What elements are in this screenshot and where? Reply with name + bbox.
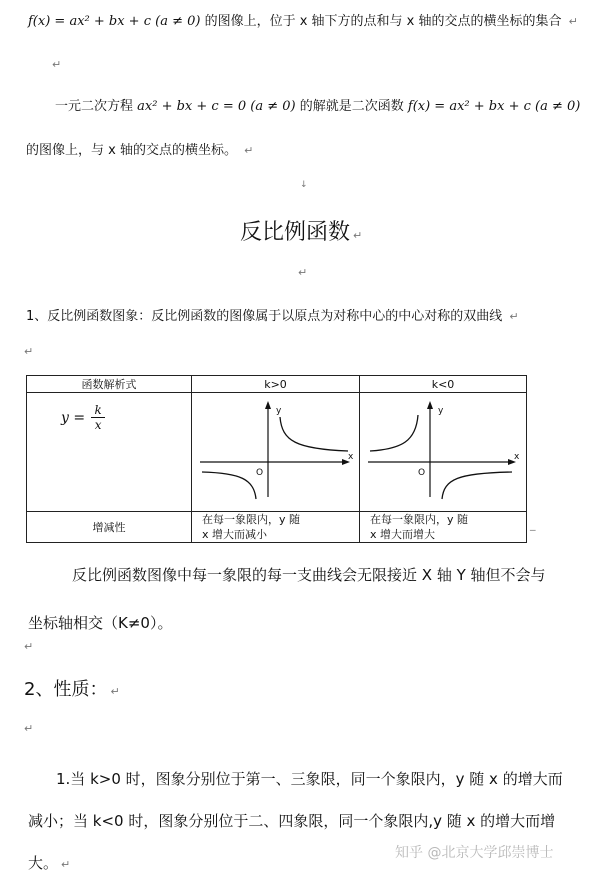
quadratic-equation: ax² + bx + c = 0 (a ≠ 0) <box>137 99 296 114</box>
paragraph-mark-icon: ↵ <box>52 58 62 71</box>
origin-label: O <box>256 468 264 478</box>
graph-cell-kpos <box>192 393 360 512</box>
inverse-formula <box>27 403 191 432</box>
paragraph-mark-icon: ↵ <box>509 310 519 323</box>
section-title <box>240 215 362 246</box>
paragraph-line: 减小；当 k<0 时，图象分别位于二、四象限，同一个象限内,y 随 x 的增大而增 <box>28 812 556 830</box>
property-1 <box>28 758 563 886</box>
hyperbola-branch-q3 <box>202 472 256 499</box>
table-header-cell: k>0 <box>192 376 360 393</box>
x-axis-label: x <box>348 452 354 462</box>
properties-heading <box>24 675 120 701</box>
monotonicity-kneg <box>360 512 527 543</box>
inverse-function-table <box>26 375 527 543</box>
table-header-cell: 函数解析式 <box>27 376 192 393</box>
note-line: x 增大而增大 <box>370 528 436 541</box>
y-axis-label: y <box>438 406 444 416</box>
paragraph-mark-icon: ↵ <box>298 266 308 279</box>
paragraph-mark-icon: ↓ <box>300 180 308 190</box>
paragraph-equation-solution <box>55 95 580 114</box>
section-title-text: 反比例函数 <box>240 220 351 245</box>
paragraph-text: 的图像上，与 x 轴的交点的横坐标。 <box>26 143 237 158</box>
heading-text: 2、性质： <box>24 679 108 700</box>
paragraph-text: 的图像上，位于 x 轴下方的点和与 x 轴的交点的横坐标的集合 <box>204 14 562 29</box>
fraction <box>91 403 105 432</box>
item-hyperbola-description <box>26 305 519 324</box>
paragraph-mark-icon: ↵ <box>24 722 34 735</box>
paragraph-mark-icon: ↵ <box>61 858 71 871</box>
formula-lhs: y = <box>61 409 86 426</box>
paragraph-mark-icon: ↵ <box>24 640 34 653</box>
paragraph-mark-icon: ↵ <box>24 345 34 358</box>
paragraph-text: 1、反比例函数图象：反比例函数的图像属于以原点为对称中心的中心对称的双曲线 <box>26 309 503 324</box>
table-header-cell: k<0 <box>360 376 527 393</box>
y-axis-arrow-icon <box>265 401 271 409</box>
paragraph-line: 1.当 k>0 时，图象分别位于第一、三象限，同一个象限内，y 随 x 的增大而 <box>56 770 563 788</box>
formula-cell <box>27 393 192 512</box>
monotonicity-label: 增减性 <box>27 512 192 543</box>
table-end-mark: _ <box>530 518 536 531</box>
fraction-denominator: x <box>94 418 102 432</box>
hyperbola-graph-kneg <box>360 397 525 503</box>
fraction-numerator: k <box>94 403 102 417</box>
paragraph-mark-icon: ↵ <box>244 144 254 157</box>
paragraph-asymptote <box>28 551 546 647</box>
note-line: 在每一象限内，y 随 <box>370 513 469 526</box>
paragraph-mark-icon: ↵ <box>110 685 120 698</box>
paragraph-line: 坐标轴相交（K≠0）。 <box>28 614 173 632</box>
note-line: 在每一象限内，y 随 <box>202 513 301 526</box>
origin-label: O <box>418 468 426 478</box>
paragraph-mark-icon: ↵ <box>568 15 578 28</box>
paragraph-line: 大。 <box>28 854 59 872</box>
paragraph-text: 一元二次方程 <box>55 99 134 114</box>
table-header-row <box>27 376 527 393</box>
paragraph-mark-icon: ↵ <box>353 229 363 242</box>
table-row <box>27 512 527 543</box>
hyperbola-branch-q2 <box>370 415 418 451</box>
hyperbola-branch-q1 <box>280 417 348 451</box>
x-axis-label: x <box>514 452 520 462</box>
y-axis-label: y <box>276 406 282 416</box>
quadratic-formula: f(x) = ax² + bx + c (a ≠ 0) <box>407 99 581 114</box>
paragraph-text: 的解就是二次函数 <box>299 99 404 114</box>
hyperbola-graph-kpos <box>192 397 358 503</box>
watermark: 知乎 @北京大学邱崇博士 <box>395 845 554 861</box>
paragraph-line: 反比例函数图像中每一象限的每一支曲线会无限接近 X 轴 Y 轴但不会与 <box>72 566 546 584</box>
hyperbola-branch-q4 <box>442 472 512 499</box>
quadratic-formula: f(x) = ax² + bx + c (a ≠ 0) <box>28 14 201 29</box>
note-line: x 增大而减小 <box>202 528 268 541</box>
paragraph-line <box>26 139 253 158</box>
monotonicity-kpos <box>192 512 360 543</box>
graph-cell-kneg <box>360 393 527 512</box>
y-axis-arrow-icon <box>427 401 433 409</box>
paragraph-quadratic-set <box>28 10 578 29</box>
table-row <box>27 393 527 512</box>
